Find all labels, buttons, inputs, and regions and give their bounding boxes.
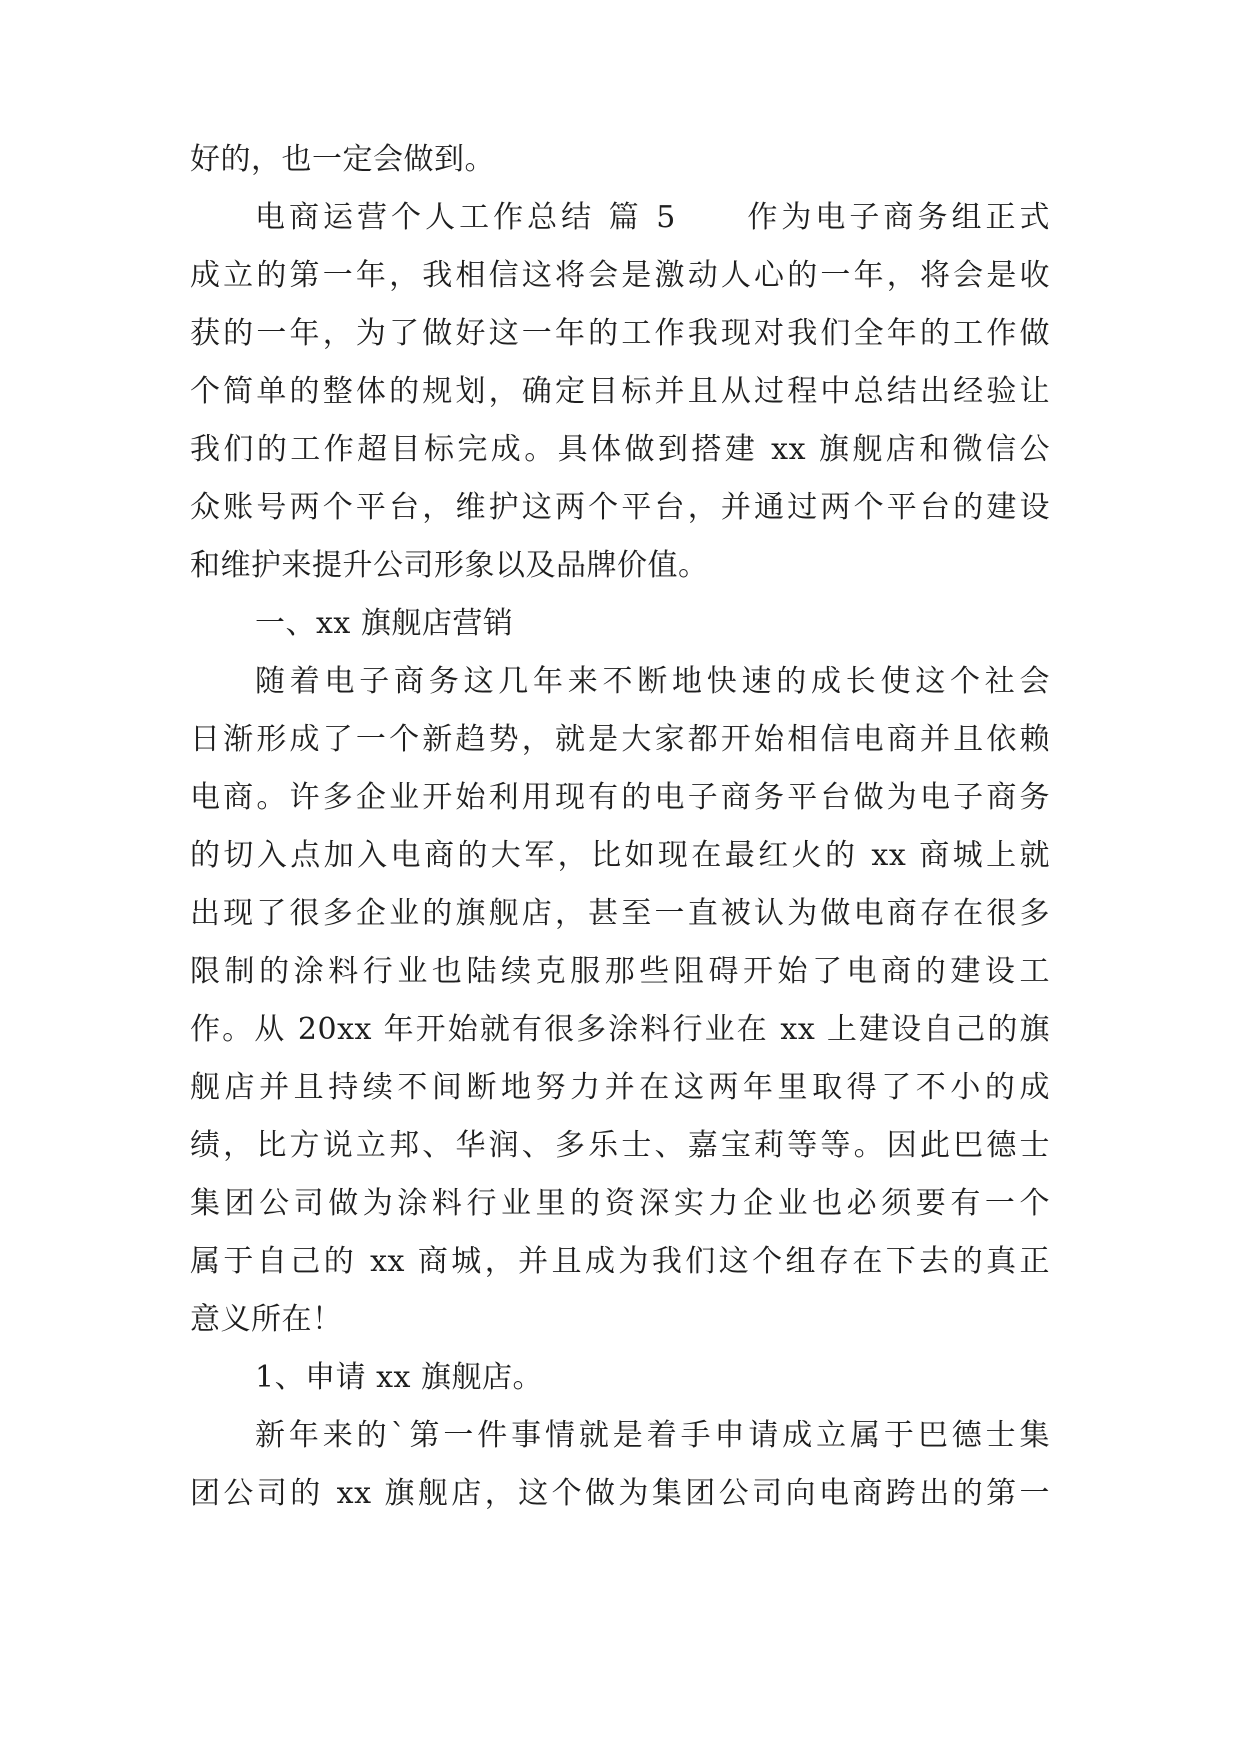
text-line: 众账号两个平台，维护这两个平台，并通过两个平台的建设 bbox=[190, 490, 1050, 525]
text-line: 绩，比方说立邦、华润、多乐士、嘉宝莉等等。因此巴德士 bbox=[190, 1128, 1050, 1163]
subheading-line: 一、xx 旗舰店营销 bbox=[255, 606, 514, 641]
text-line: 出现了很多企业的旗舰店，甚至一直被认为做电商存在很多 bbox=[190, 896, 1050, 931]
section-heading-line: 电商运营个人工作总结 篇 5 作为电子商务组正式 bbox=[255, 200, 1050, 235]
text-line: 获的一年，为了做好这一年的工作我现对我们全年的工作做 bbox=[190, 316, 1050, 351]
text-line: 和维护来提升公司形象以及品牌价值。 bbox=[190, 548, 709, 583]
text-line: 随着电子商务这几年来不断地快速的成长使这个社会 bbox=[255, 664, 1050, 699]
text-line: 日渐形成了一个新趋势，就是大家都开始相信电商并且依赖 bbox=[190, 722, 1050, 757]
text-line: 集团公司做为涂料行业里的资深实力企业也必须要有一个 bbox=[190, 1186, 1050, 1221]
text-line: 限制的涂料行业也陆续克服那些阻碍开始了电商的建设工 bbox=[190, 954, 1050, 989]
text-line: 电商。许多企业开始利用现有的电子商务平台做为电子商务 bbox=[190, 780, 1050, 815]
text-line: 新年来的`第一件事情就是着手申请成立属于巴德士集 bbox=[255, 1418, 1050, 1453]
text-line: 意义所在！ bbox=[190, 1302, 343, 1337]
text-line: 作。从 20xx 年开始就有很多涂料行业在 xx 上建设自己的旗 bbox=[190, 1012, 1050, 1047]
text-line: 好的，也一定会做到。 bbox=[190, 142, 495, 177]
text-line: 成立的第一年，我相信这将会是激动人心的一年，将会是收 bbox=[190, 258, 1050, 293]
subheading-line: 1、申请 xx 旗舰店。 bbox=[255, 1360, 543, 1395]
text-line: 舰店并且持续不间断地努力并在这两年里取得了不小的成 bbox=[190, 1070, 1050, 1105]
text-line: 我们的工作超目标完成。具体做到搭建 xx 旗舰店和微信公 bbox=[190, 432, 1050, 467]
text-line: 个简单的整体的规划，确定目标并且从过程中总结出经验让 bbox=[190, 374, 1050, 409]
text-line: 的切入点加入电商的大军，比如现在最红火的 xx 商城上就 bbox=[190, 838, 1050, 873]
text-line: 属于自己的 xx 商城，并且成为我们这个组存在下去的真正 bbox=[190, 1244, 1050, 1279]
text-line: 团公司的 xx 旗舰店，这个做为集团公司向电商跨出的第一 bbox=[190, 1476, 1050, 1511]
